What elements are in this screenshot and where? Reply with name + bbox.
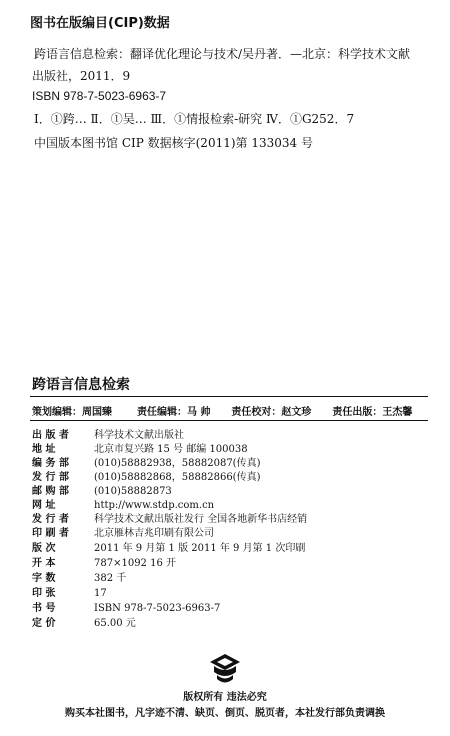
pub-row-mail-order: 邮 购 部 (010)58882873 xyxy=(32,486,172,497)
pub-row-publisher: 出 版 者 科学技术文献出版社 xyxy=(32,430,184,441)
planning-editor: 策划编辑：周国臻 xyxy=(32,407,112,418)
editors-line xyxy=(32,403,412,418)
pub-row-distributor: 发 行 者 科学技术文献出版社发行 全国各地新华书店经销 xyxy=(32,514,308,525)
replacement-notice: 购买本社图书，凡字迹不清、缺页、倒页、脱页者，本社发行部负责调换 xyxy=(65,708,385,719)
pub-row-sheets: 印 张 17 xyxy=(32,588,107,599)
divider-top xyxy=(30,396,428,397)
rights-reserved: 版权所有 违法必究 xyxy=(183,692,267,703)
pub-row-editorial: 编 务 部 (010)58882938，58882087(传真) xyxy=(32,458,261,469)
pub-row-edition: 版 次 2011 年 9 月第 1 版 2011 年 9 月第 1 次印刷 xyxy=(32,543,306,554)
pub-row-website: 网 址 http://www.stdp.com.cn xyxy=(32,500,215,511)
cip-bibliographic-line-2: 出版社，2011．9 xyxy=(32,69,131,83)
publisher-logo-icon xyxy=(206,652,244,686)
cip-core-number: 中国版本图书馆 CIP 数据核字(2011)第 133034 号 xyxy=(34,136,313,150)
cip-bibliographic-line-1: 跨语言信息检索：翻译优化理论与技术/吴丹著．—北京：科学技术文献 xyxy=(34,47,411,61)
pub-row-address: 地 址 北京市复兴路 15 号 邮编 100038 xyxy=(32,444,248,455)
divider-bottom xyxy=(30,420,428,421)
pub-row-isbn: 书 号 ISBN 978-7-5023-6963-7 xyxy=(32,603,221,614)
book-title: 跨语言信息检索 xyxy=(32,377,130,393)
pub-row-word-count: 字 数 382 千 xyxy=(32,573,127,584)
production-editor: 责任出版：王杰馨 xyxy=(332,407,413,418)
cip-isbn: ISBN 978-7-5023-6963-7 xyxy=(32,89,167,103)
proofreader: 责任校对：赵文珍 xyxy=(231,407,312,418)
responsible-editor: 责任编辑：马 帅 xyxy=(136,407,211,418)
pub-row-format: 开 本 787×1092 16 开 xyxy=(32,558,176,569)
cip-classification: Ⅰ．①跨… Ⅱ．①吴… Ⅲ．①情报检索-研究 Ⅳ．①G252．7 xyxy=(34,112,355,126)
pub-row-distribution: 发 行 部 (010)58882868，58882866(传真) xyxy=(32,472,261,483)
cip-heading: 图书在版编目(CIP)数据 xyxy=(30,16,170,31)
pub-row-printer: 印 刷 者 北京雁林吉兆印刷有限公司 xyxy=(32,528,214,539)
pub-row-price: 定 价 65.00 元 xyxy=(32,618,136,629)
